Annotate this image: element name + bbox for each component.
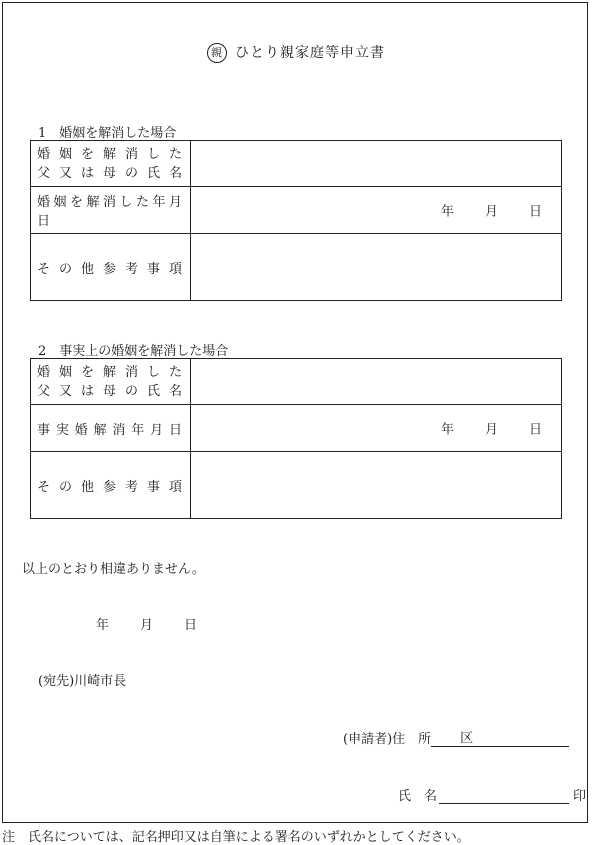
month-label: 月 [485, 204, 499, 220]
declaration-text: 以上のとおり相違ありません。 [22, 562, 205, 577]
section1-notes-label: その他参考事項 [31, 234, 191, 301]
section2-heading: 2 事実上の婚姻を解消した場合 [38, 344, 229, 359]
section2-notes-field[interactable] [191, 452, 562, 519]
section2-date-label: 事実婚解消年月日 [31, 405, 191, 452]
title-text: ひとり親家庭等申立書 [235, 45, 385, 61]
section1-notes-field[interactable] [191, 234, 562, 301]
section1-name-field[interactable] [191, 141, 562, 187]
footnote: 注 氏名については、記名押印又は自筆による署名のいずれかとしてください。 [2, 830, 470, 845]
section2-date-field[interactable] [191, 405, 562, 452]
day-label: 日 [184, 618, 198, 633]
section1-table [30, 140, 562, 301]
section1-heading: 1 婚姻を解消した場合 [38, 126, 177, 141]
applicant-address-row [343, 728, 569, 747]
section2-name-field[interactable] [191, 359, 562, 405]
year-label: 年 [96, 618, 110, 633]
name-field[interactable] [439, 787, 569, 804]
applicant-name-row [398, 785, 586, 804]
addressee-text: (宛先)川崎市長 [38, 674, 127, 689]
section2-notes-label: その他参考事項 [31, 452, 191, 519]
year-label: 年 [441, 204, 455, 220]
form-title [0, 42, 592, 63]
section1-date-label: 婚姻を解消した年月日 [31, 187, 191, 234]
oya-seal-icon: 親 [207, 43, 227, 63]
seal-label: 印 [573, 789, 587, 804]
year-label: 年 [441, 422, 455, 438]
section2-table [30, 358, 562, 519]
month-label: 月 [485, 422, 499, 438]
address-field[interactable] [431, 730, 569, 747]
day-label: 日 [529, 204, 543, 220]
section1-date-field[interactable] [191, 187, 562, 234]
month-label: 月 [140, 618, 154, 633]
ward-label: 区 [460, 731, 474, 746]
section1-name-label: 婚姻を解消した 父又は母の氏名 [31, 141, 191, 187]
address-label: (申請者)住 所 [343, 732, 432, 747]
section2-name-label: 婚姻を解消した 父又は母の氏名 [31, 359, 191, 405]
name-label: 氏 名 [398, 789, 438, 804]
day-label: 日 [529, 422, 543, 438]
